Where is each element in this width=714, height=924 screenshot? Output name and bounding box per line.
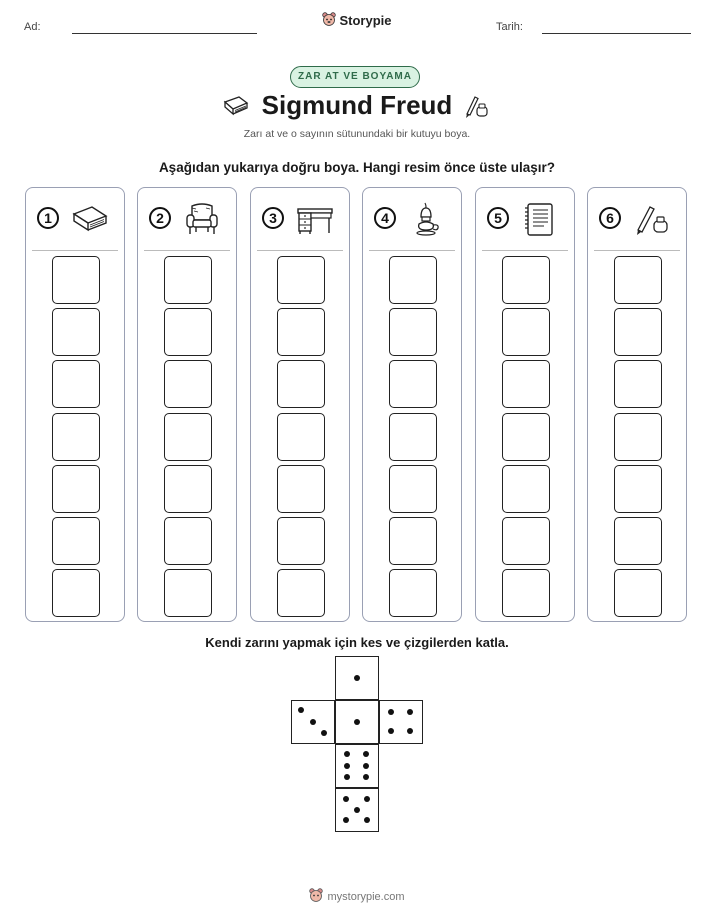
dice-face-1 — [335, 656, 379, 700]
coloring-box[interactable] — [277, 413, 325, 461]
dice-pip — [354, 675, 360, 681]
footer-url: mystorypie.com — [327, 891, 405, 903]
dice-face-5 — [335, 788, 379, 832]
activity-badge: ZAR AT VE BOYAMA — [290, 66, 420, 88]
dice-column-6 — [587, 187, 687, 622]
footer — [0, 888, 714, 907]
coloring-box[interactable] — [277, 256, 325, 304]
column-number: 4 — [374, 207, 396, 229]
dice-pip — [363, 763, 369, 769]
coloring-box[interactable] — [52, 517, 100, 565]
coloring-box[interactable] — [389, 256, 437, 304]
dice-column-3 — [250, 187, 350, 622]
coloring-box[interactable] — [277, 465, 325, 513]
brand-name: Storypie — [339, 13, 392, 28]
dice-pip — [298, 707, 304, 713]
coloring-box[interactable] — [502, 256, 550, 304]
coloring-box[interactable] — [52, 413, 100, 461]
name-line — [72, 33, 257, 34]
coloring-box[interactable] — [164, 308, 212, 356]
oil-lamp-icon — [407, 200, 447, 238]
bear-icon — [322, 12, 336, 31]
name-label: Ad: — [24, 21, 41, 33]
dice-pip — [343, 796, 349, 802]
dice-pip — [364, 817, 370, 823]
dice-column-2 — [137, 187, 237, 622]
dice-pip — [343, 817, 349, 823]
dice-face-4 — [379, 700, 423, 744]
column-divider — [32, 250, 118, 251]
brand-logo — [0, 12, 714, 31]
coloring-box[interactable] — [164, 256, 212, 304]
dice-pip — [407, 709, 413, 715]
coloring-box[interactable] — [164, 465, 212, 513]
coloring-box[interactable] — [52, 465, 100, 513]
dice-pip — [363, 774, 369, 780]
column-number: 6 — [599, 207, 621, 229]
column-divider — [144, 250, 230, 251]
dice-pip — [344, 763, 350, 769]
coloring-box[interactable] — [164, 360, 212, 408]
armchair-icon — [182, 200, 222, 238]
coloring-box[interactable] — [277, 517, 325, 565]
dice-pip — [407, 728, 413, 734]
dice-column-1 — [25, 187, 125, 622]
dice-pip — [321, 730, 327, 736]
notepad-icon — [520, 200, 560, 238]
dice-face-6 — [335, 744, 379, 788]
column-number: 2 — [149, 207, 171, 229]
coloring-box[interactable] — [614, 413, 662, 461]
coloring-box[interactable] — [502, 465, 550, 513]
dice-pip — [354, 807, 360, 813]
page-title: Sigmund Freud — [261, 90, 453, 120]
coloring-box[interactable] — [614, 360, 662, 408]
coloring-box[interactable] — [389, 413, 437, 461]
footer-bear-icon — [309, 888, 323, 907]
book-icon — [70, 200, 110, 238]
coloring-box[interactable] — [389, 569, 437, 617]
pen-and-ink-icon — [632, 200, 672, 238]
coloring-box[interactable] — [389, 517, 437, 565]
coloring-box[interactable] — [614, 256, 662, 304]
coloring-box[interactable] — [164, 569, 212, 617]
coloring-box[interactable] — [614, 517, 662, 565]
dice-instruction: Kendi zarını yapmak için kes ve çizgilerden katla. — [205, 635, 509, 650]
dice-pip — [388, 728, 394, 734]
dice-face-3 — [291, 700, 335, 744]
coloring-box[interactable] — [389, 308, 437, 356]
title-pen-icon — [462, 92, 490, 120]
coloring-box[interactable] — [52, 308, 100, 356]
dice-pip — [344, 751, 350, 757]
dice-face-1 — [335, 700, 379, 744]
dice-pip — [310, 719, 316, 725]
coloring-box[interactable] — [389, 360, 437, 408]
coloring-box[interactable] — [52, 360, 100, 408]
coloring-box[interactable] — [502, 517, 550, 565]
column-divider — [369, 250, 455, 251]
dice-pip — [388, 709, 394, 715]
coloring-box[interactable] — [502, 308, 550, 356]
date-line — [542, 33, 691, 34]
dice-column-4 — [362, 187, 462, 622]
coloring-box[interactable] — [502, 569, 550, 617]
instruction: Aşağıdan yukarıya doğru boya. Hangi resim önce üste ulaşır? — [158, 160, 556, 175]
coloring-box[interactable] — [52, 256, 100, 304]
coloring-box[interactable] — [277, 360, 325, 408]
column-divider — [594, 250, 680, 251]
coloring-box[interactable] — [389, 465, 437, 513]
column-divider — [482, 250, 568, 251]
coloring-box[interactable] — [614, 465, 662, 513]
subtitle: Zarı at ve o sayının sütunundaki bir kutuyu boya. — [243, 128, 471, 140]
dice-pip — [363, 751, 369, 757]
dice-pip — [354, 719, 360, 725]
date-label: Tarih: — [496, 21, 523, 33]
column-number: 5 — [487, 207, 509, 229]
coloring-box[interactable] — [164, 517, 212, 565]
column-divider — [257, 250, 343, 251]
coloring-box[interactable] — [614, 308, 662, 356]
coloring-box[interactable] — [277, 308, 325, 356]
coloring-box[interactable] — [277, 569, 325, 617]
column-number: 1 — [37, 207, 59, 229]
dice-pip — [344, 774, 350, 780]
coloring-box[interactable] — [502, 413, 550, 461]
coloring-box[interactable] — [502, 360, 550, 408]
desk-icon — [295, 200, 335, 238]
coloring-box[interactable] — [52, 569, 100, 617]
coloring-box[interactable] — [614, 569, 662, 617]
dice-pip — [364, 796, 370, 802]
coloring-box[interactable] — [164, 413, 212, 461]
dice-column-5 — [475, 187, 575, 622]
column-number: 3 — [262, 207, 284, 229]
